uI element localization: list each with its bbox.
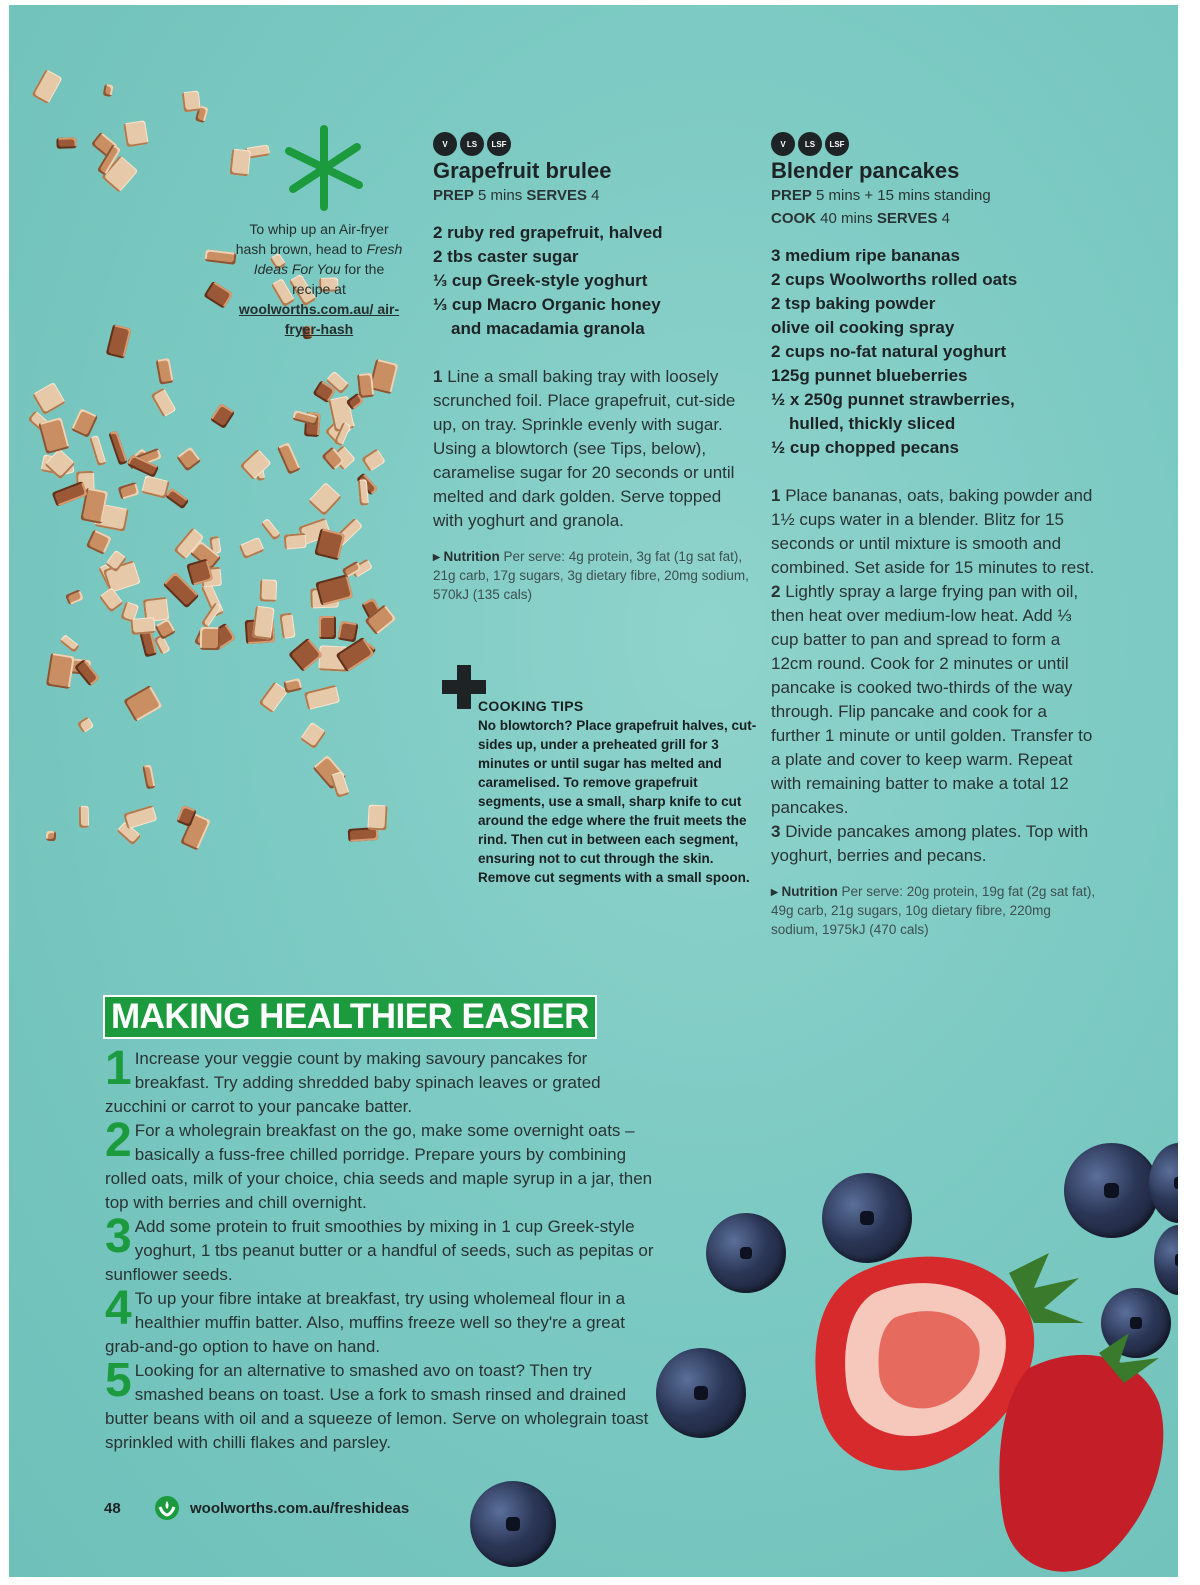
pecan-piece xyxy=(123,805,157,829)
tip-text: Add some protein to fruit smoothies by mixing in 1 cup Greek-style yoghurt, 1 tbs peanut butter or a handful of seeds, such as pepitas or sunflower seeds. xyxy=(105,1217,654,1284)
prep-label: PREP xyxy=(771,187,812,204)
ingredient-continued: and macadamia granola xyxy=(451,319,645,338)
healthier-tips-list xyxy=(105,1042,665,1455)
pecan-piece xyxy=(239,448,271,480)
vegetarian-badge: V xyxy=(771,132,795,156)
pecan-piece xyxy=(315,574,353,606)
diet-badges xyxy=(771,132,1096,156)
method-steps xyxy=(433,365,753,533)
ingredient: olive oil cooking spray xyxy=(771,318,955,337)
ingredient: 3 medium ripe bananas xyxy=(771,246,960,265)
nutrition-text: Per serve: 20g protein, 19g fat (2g sat fat), 49g carb, 21g sugars, 10g dietary fibre, 220mg sodium, 1975kJ (470 cals) xyxy=(771,884,1096,937)
air-fryer-note xyxy=(234,219,404,339)
pecan-piece xyxy=(39,417,70,454)
ingredient: ½ cup chopped pecans xyxy=(771,438,959,457)
recipe-grapefruit-brulee xyxy=(433,132,753,604)
pecan-piece xyxy=(52,480,88,506)
pecan-piece xyxy=(279,613,295,640)
method-step xyxy=(771,820,1096,868)
tip-text: Increase your veggie count by making savoury pancakes for breakfast. Try adding shredded baby spinach leaves or grated zucchini or carrot to your pancake batter. xyxy=(105,1049,601,1116)
blueberry xyxy=(656,1348,746,1438)
step-text: Divide pancakes among plates. Top with yoghurt, berries and pecans. xyxy=(771,822,1089,865)
low-sat-fat-badge: LSF xyxy=(487,132,511,156)
low-sat-fat-badge: LSF xyxy=(825,132,849,156)
cook-label: COOK xyxy=(771,210,816,227)
method-step xyxy=(433,365,753,533)
pecan-piece xyxy=(89,435,106,466)
step-number: 3 xyxy=(771,822,781,841)
prep-label: PREP xyxy=(433,187,474,204)
pecan-piece xyxy=(77,716,94,733)
cook-value: 40 mins xyxy=(816,210,877,227)
pecan-piece xyxy=(300,722,327,750)
pecan-piece xyxy=(203,281,233,309)
method-steps xyxy=(771,484,1096,868)
strawberry-halves xyxy=(799,1233,1178,1577)
pecan-piece xyxy=(259,580,277,603)
ingredients-list xyxy=(433,221,753,341)
woolworths-logo-icon xyxy=(154,1495,180,1521)
recipe-link[interactable]: woolworths.com.au/ air-fryer-hash xyxy=(238,301,400,337)
pecan-piece xyxy=(123,120,148,147)
pecan-piece xyxy=(164,487,189,509)
serves-label: SERVES xyxy=(876,210,938,227)
pecan-piece xyxy=(330,771,350,798)
pecan-piece xyxy=(278,442,302,475)
pecan-piece xyxy=(123,685,163,722)
pecan-piece xyxy=(176,446,201,471)
section-heading: MAKING HEALTHIER EASIER xyxy=(103,995,597,1039)
pecan-piece xyxy=(32,382,66,415)
pecan-piece xyxy=(309,482,343,516)
pecan-piece xyxy=(261,518,281,541)
pecan-piece xyxy=(45,449,76,480)
ingredient-continued: hulled, thickly sliced xyxy=(789,414,956,433)
prep-value: 5 mins + 15 mins standing xyxy=(811,187,991,204)
nutrition-info xyxy=(433,547,753,604)
ingredients-list xyxy=(771,244,1096,460)
pecan-piece xyxy=(283,678,302,693)
pecan-piece xyxy=(368,804,388,830)
step-text: Place bananas, oats, baking powder and 1½ cups water in a blender. Blitz for 15 seconds or until mixture is smooth and combined. Set aside for 15 minutes to rest. xyxy=(771,486,1095,577)
pecan-piece xyxy=(303,685,340,711)
pecan-piece xyxy=(210,403,235,429)
tip-item xyxy=(105,1282,665,1359)
tip-item xyxy=(105,1114,665,1215)
serves-label: SERVES xyxy=(526,187,587,204)
ingredient: 2 tsp baking powder xyxy=(771,294,936,313)
nutrition-info xyxy=(771,882,1096,939)
pecan-piece xyxy=(32,69,63,104)
tip-number: 2 xyxy=(105,1114,132,1167)
ingredient: 2 cups Woolworths rolled oats xyxy=(771,270,1018,289)
pecan-piece xyxy=(56,137,76,149)
nutrition-label: ▸ Nutrition xyxy=(771,884,838,899)
tip-item xyxy=(105,1042,665,1119)
tip-number: 4 xyxy=(105,1282,132,1335)
step-text: Line a small baking tray with loosely scrunched foil. Place grapefruit, cut-side up, on tray. Sprinkle evenly with sugar. Using a blowtorch (see Tips, below), caramelise sugar for 20 seconds or until melted and dark golden. Serve topped with yoghurt and granola. xyxy=(433,367,736,530)
ingredient: 2 tbs caster sugar xyxy=(433,247,579,266)
recipe-meta xyxy=(771,184,1096,230)
pecan-piece xyxy=(79,806,89,828)
pecan-piece xyxy=(108,430,128,465)
page-footer xyxy=(104,1495,409,1521)
step-text: Lightly spray a large frying pan with oil, then heat over medium-low heat. Add ⅓ cup batter to pan and spread to form a 12cm round. Cook for 2 minutes or until pancake is cooked two-thirds of the way through. Flip pancake and cook for a further 1 minute or until golden. Transfer to a plate and cover to keep warm. Repeat with remaining batter to make a total 12 pancakes. xyxy=(771,582,1093,817)
tip-number: 3 xyxy=(105,1210,132,1263)
pecan-piece xyxy=(85,529,112,555)
cooking-tips xyxy=(478,697,758,887)
nutrition-label: ▸ Nutrition xyxy=(433,549,500,564)
method-step xyxy=(771,580,1096,820)
note-text-after: for the recipe at xyxy=(292,261,385,297)
tip-item xyxy=(105,1210,665,1287)
vegetarian-badge: V xyxy=(433,132,457,156)
nutrition-text: Per serve: 4g protein, 3g fat (1g sat fat), 21g carb, 17g sugars, 3g dietary fibre, 20mg sodium, 570kJ (135 cals) xyxy=(433,549,749,602)
pecan-piece xyxy=(46,652,75,688)
pecan-piece xyxy=(284,533,307,550)
tip-text: For a wholegrain breakfast on the go, make some overnight oats – basically a fuss-free chilled porridge. Prepare yours by combining rolled oats, milk of your choice, chia seeds and maple syrup in a jar, then top with berries and chill overnight. xyxy=(105,1121,653,1212)
pecan-piece xyxy=(362,448,387,472)
pecan-piece xyxy=(319,616,336,638)
tip-item xyxy=(105,1354,665,1455)
ingredient: ⅓ cup Macro Organic honey xyxy=(433,295,661,314)
ingredient: ⅓ cup Greek-style yoghurt xyxy=(433,271,648,290)
pecan-piece xyxy=(70,408,97,438)
pecan-piece xyxy=(102,83,113,97)
pecan-piece xyxy=(59,634,80,653)
footer-url[interactable]: woolworths.com.au/freshideas xyxy=(190,1499,410,1517)
pecan-piece xyxy=(229,149,251,177)
diet-badges xyxy=(433,132,753,156)
cooking-tips-label: COOKING TIPS xyxy=(478,698,584,714)
step-number: 2 xyxy=(771,582,781,601)
pecan-piece xyxy=(200,627,220,650)
ingredient: 2 cups no-fat natural yoghurt xyxy=(771,342,1007,361)
note-text: To whip up an Air-fryer hash brown, head to xyxy=(235,221,389,257)
pecan-piece xyxy=(151,387,177,417)
recipe-title: Grapefruit brulee xyxy=(433,158,612,183)
tip-number: 5 xyxy=(105,1354,132,1407)
pecan-piece xyxy=(142,764,156,789)
low-sodium-badge: LS xyxy=(460,132,484,156)
page-number: 48 xyxy=(104,1499,121,1517)
pecan-piece xyxy=(117,482,139,500)
prep-value: 5 mins xyxy=(473,187,527,204)
method-step xyxy=(771,484,1096,580)
recipe-title: Blender pancakes xyxy=(771,158,960,183)
ingredient: 125g punnet blueberries xyxy=(771,366,968,385)
pecan-piece xyxy=(338,621,359,643)
pecan-piece xyxy=(130,617,155,635)
step-number: 1 xyxy=(433,367,443,386)
ingredient: ½ x 250g punnet strawberries, xyxy=(771,390,1015,409)
tip-text: To up your fibre intake at breakfast, try using wholemeal flour in a healthier muffin batter. Also, muffins freeze well so they're a great grab-and-go option to have on hand. xyxy=(105,1289,626,1356)
note-italic: Fresh Ideas For You xyxy=(253,241,403,277)
pecan-piece xyxy=(181,90,201,112)
pecan-piece xyxy=(46,831,57,842)
low-sodium-badge: LS xyxy=(798,132,822,156)
tip-text: Looking for an alternative to smashed avo on toast? Then try smashed beans on toast. Use a fork to smash rinsed and drained butter beans with oil and a squeeze of lemon. Serve on wholegrain toast sprinkled with chilli flakes and parsley. xyxy=(105,1361,649,1452)
pecan-piece xyxy=(287,637,322,672)
blueberry xyxy=(706,1213,786,1293)
pecan-piece xyxy=(314,528,345,560)
pecan-piece xyxy=(99,587,124,613)
recipe-blender-pancakes xyxy=(771,132,1096,939)
pecan-piece xyxy=(205,249,237,265)
ingredient: 2 ruby red grapefruit, halved xyxy=(433,223,663,242)
pecan-piece xyxy=(155,358,174,385)
serves-value: 4 xyxy=(937,210,950,227)
recipe-meta xyxy=(433,184,753,207)
magazine-page xyxy=(9,5,1178,1577)
pecan-piece xyxy=(66,589,84,605)
pecan-piece xyxy=(238,537,265,560)
blueberry xyxy=(470,1481,556,1567)
tip-number: 1 xyxy=(105,1042,132,1095)
cooking-tips-text: No blowtorch? Place grapefruit halves, cut-sides up, under a preheated grill for 3 minutes or until sugar has melted and caramelised. To remove grapefruit segments, use a small, sharp knife to cut around the edge where the fruit meets the rind. Then cut in between each segment, ensuring not to cut through the skin. Remove cut segments with a small spoon. xyxy=(478,718,757,885)
pecan-piece xyxy=(358,373,375,398)
asterisk-icon xyxy=(279,123,369,213)
blueberry xyxy=(1064,1143,1159,1238)
step-number: 1 xyxy=(771,486,781,505)
pecan-piece xyxy=(105,324,131,359)
serves-value: 4 xyxy=(586,187,600,204)
